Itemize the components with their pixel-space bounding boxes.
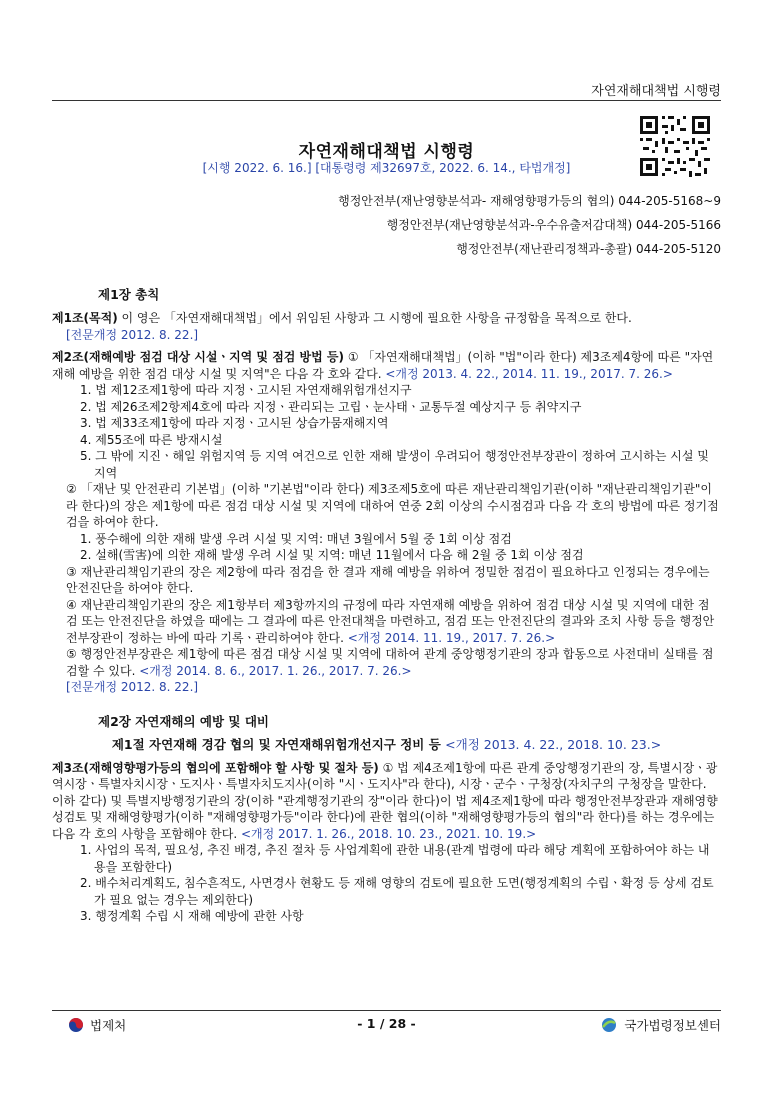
- footer-divider: [52, 1010, 721, 1011]
- article-3-para-1-amend: <개정 2017. 1. 26., 2018. 10. 23., 2021. 10. 19.>: [241, 826, 537, 841]
- article-3-number: 제3조(재해영향평가등의 협의에 포함해야 할 사항 및 절차 등): [52, 760, 379, 775]
- law-center-logo-icon: [600, 1017, 618, 1033]
- ministry-contact-1: 행정안전부(재난영향분석과- 재해영향평가등의 협의) 044-205-5168~9: [338, 194, 721, 208]
- ministry-contact-3: 행정안전부(재난관리정책과-총괄) 044-205-5120: [456, 242, 721, 256]
- list-item: 3. 행정계획 수립 시 재해 예방에 관한 사항: [80, 909, 304, 923]
- article-2-amend: [전문개정 2012. 8. 22.]: [66, 680, 199, 694]
- article-1: [52, 310, 721, 327]
- footer-law-center-label: 국가법령정보센터: [624, 1018, 721, 1033]
- list-item: 1. 법 제12조제1항에 따라 지정ㆍ고시된 자연재해위험개선지구: [80, 383, 412, 397]
- list-item: 4. 제55조에 따른 방재시설: [80, 432, 223, 447]
- article-2-items-2: [52, 531, 721, 564]
- footer-moleg-label: 법제처: [90, 1018, 127, 1033]
- chapter-1-title: 제1장 총칙: [98, 287, 160, 302]
- article-2-para-4: [52, 597, 721, 647]
- list-item: 2. 설해(雪害)에 의한 재해 발생 우려 시설 및 지역: 매년 11월에서 다음 해 2월 중 1회 이상 점검: [80, 548, 584, 562]
- article-2-para-4-amend: <개정 2014. 11. 19., 2017. 7. 26.>: [347, 630, 556, 645]
- law-title: 자연재해대책법 시행령: [298, 142, 475, 162]
- footer-right: [600, 1016, 721, 1034]
- ministry-contact-2: 행정안전부(재난영향분석과-우수유출저감대책) 044-205-5166: [386, 218, 721, 232]
- article-2-para-1-amend: <개정 2013. 4. 22., 2014. 11. 19., 2017. 7. 26.>: [385, 366, 673, 381]
- page-number: - 1 / 28 -: [357, 1016, 416, 1031]
- article-2-para-1: ① 「자연재해대책법」(이하 "법"이라 한다) 제3조제4항에 따른 "자연재해 예방을 위한 점검 대상 시설 및 지역"은 다음 각 호와 같다.: [52, 350, 714, 381]
- article-2-para-2: ② 「재난 및 안전관리 기본법」(이하 "기본법"이라 한다) 제3조제5호에 따른 재난관리책임기관(이하 "재난관리책임기관"이라 한다)의 장은 제1항에 따른 점검 대상 시설 및 지역에 대하여 연중 2회 이상의 수시점검과 다음 각 호의 방법에 따른 정기점검을 하여야 한다.: [66, 482, 719, 529]
- section-1-amend: <개정 2013. 4. 22., 2018. 10. 23.>: [445, 736, 662, 752]
- article-2-para-3: ③ 재난관리책임기관의 장은 제2항에 따라 점검을 한 결과 재해 예방을 위하여 정밀한 점검이 필요하다고 인정되는 경우에는 안전진단을 하여야 한다.: [66, 564, 710, 595]
- article-2-para-5: [52, 646, 721, 679]
- list-item: 1. 사업의 목적, 필요성, 추진 배경, 추진 절차 등 사업계획에 관한 내용(관계 법령에 따라 해당 계획에 포함하여야 하는 내용을 포함한다): [80, 843, 710, 874]
- article-1-number: 제1조(목적): [52, 311, 118, 325]
- article-1-text: 이 영은 「자연재해대책법」에서 위임된 사항과 그 시행에 필요한 사항을 규정함을 목적으로 한다.: [117, 311, 632, 325]
- list-item: 1. 풍수해에 의한 재해 발생 우려 시설 및 지역: 매년 3월에서 5월 중 1회 이상 점검: [80, 531, 512, 546]
- article-2-para-5-text: ⑤ 행정안전부장관은 제1항에 따른 점검 대상 시설 및 지역에 대하여 관계 중앙행정기관의 장과 합동으로 사전대비 실태를 점검할 수 있다.: [66, 647, 714, 678]
- list-item: 5. 그 밖에 지진ㆍ해일 위험지역 등 지역 여건으로 인한 재해 발생이 우려되어 행정안전부장관이 정하여 고시하는 시설 및 지역: [80, 449, 709, 480]
- section-1-title: [52, 737, 721, 754]
- list-item: 3. 법 제33조제1항에 따라 지정ㆍ고시된 상습가뭄재해지역: [80, 416, 389, 430]
- article-1-amend: [전문개정 2012. 8. 22.]: [66, 327, 199, 342]
- article-2-items-1: [52, 382, 721, 481]
- article-3-items: [52, 842, 721, 925]
- article-2-para-4-text: ④ 재난관리책임기관의 장은 제1항부터 제3항까지의 규정에 따라 자연재해 예방을 위하여 점검 대상 시설 및 지역에 대한 점검 또는 안전진단을 하였을 때에는 그 결과에 따른 안전대책을 마련하고, 점검 또는 안전진단의 결과와 조치 사항 등을 행정안전부장관이 정하는 바에 따라 기록ㆍ관리하여야 한다.: [66, 597, 715, 645]
- section-1-title-text: 제1절 자연재해 경감 협의 및 자연재해위험개선지구 정비 등: [111, 736, 446, 752]
- article-2: [52, 349, 721, 382]
- chapter-2-title: 제2장 자연재해의 예방 및 대비: [98, 713, 270, 729]
- list-item: 2. 배수처리계획도, 침수흔적도, 사면경사 현황도 등 재해 영향의 검토에 필요한 도면(행정계획의 수립ㆍ확정 등 상세 검토가 필요 없는 경우는 제외한다): [80, 876, 714, 907]
- header-divider: [52, 100, 721, 101]
- article-3-para-1: ① 법 제4조제1항에 따른 관계 중앙행정기관의 장, 특별시장ㆍ광역시장ㆍ특별자치시장ㆍ도지사ㆍ특별자치도지사(이하 "시ㆍ도지사"라 한다), 시장ㆍ군수ㆍ구청장(자치구의 구청장을 말한다. 이하 같다) 및 특별지방행정기관의 장(이하 "관계행정기관의 장"이라 한다)이 법 제4조제1항에 따라 행정안전부장관과 재해영향성검토 및 재해영향평가(이하 "재해영향평가등"이라 한다)에 관한 협의(이하 "재해영향평가등의 협의"라 한다)를 하는 경우에는 다음 각 호의 사항을 포함해야 한다.: [52, 760, 718, 841]
- article-2-para-5-amend: <개정 2014. 8. 6., 2017. 1. 26., 2017. 7. 26.>: [139, 663, 412, 678]
- header-law-title: 자연재해대책법 시행령: [591, 84, 721, 99]
- list-item: 2. 법 제26조제2항제4호에 따라 지정ㆍ관리되는 고립ㆍ눈사태ㆍ교통두절 예상지구 등 취약지구: [80, 399, 582, 414]
- law-body: [52, 287, 721, 925]
- article-3: [52, 760, 721, 843]
- law-enforcement-info: [시행 2022. 6. 16.] [대통령령 제32697호, 2022. 6. 14., 타법개정]: [202, 161, 571, 175]
- article-2-number: 제2조(재해예방 점검 대상 시설ㆍ지역 및 점검 방법 등): [52, 350, 344, 364]
